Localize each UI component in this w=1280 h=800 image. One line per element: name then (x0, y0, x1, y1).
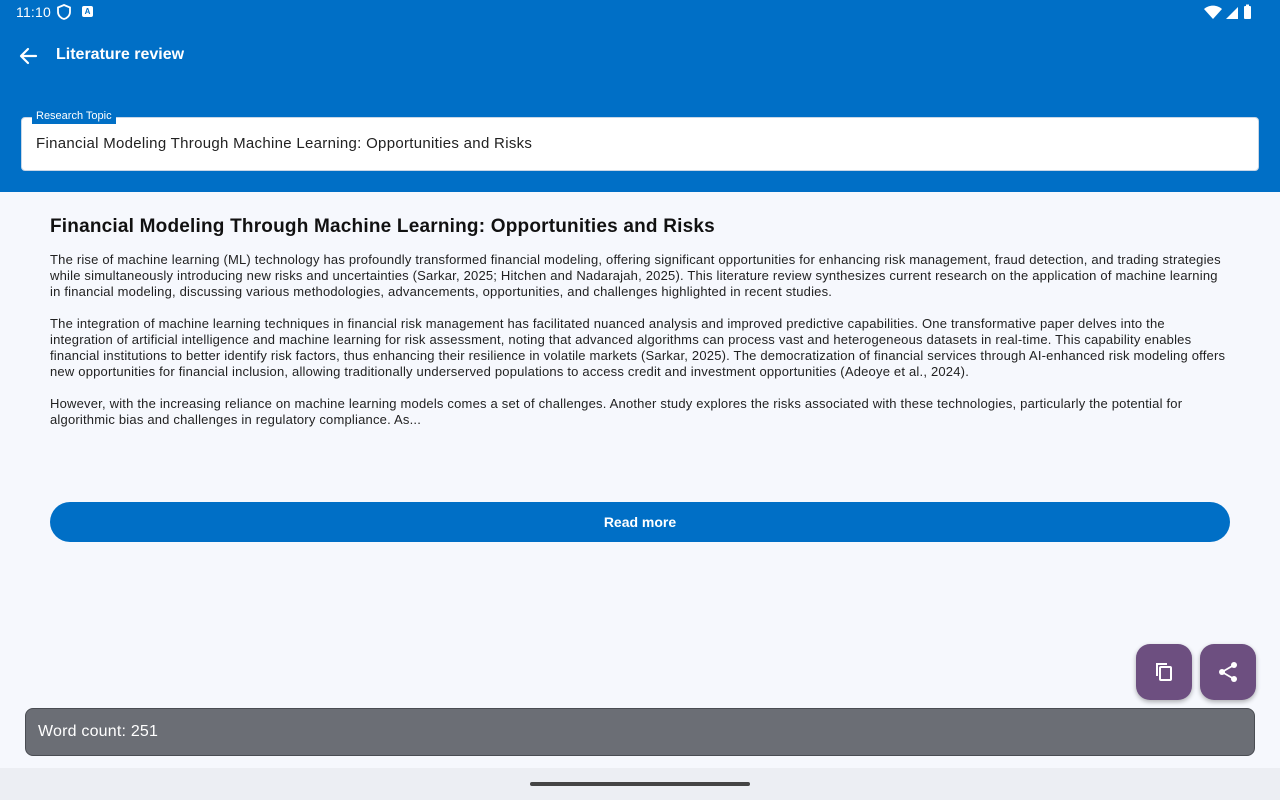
word-count-text: Word count: 251 (38, 723, 159, 740)
status-bar (0, 0, 1280, 24)
paragraph-3: However, with the increasing reliance on machine learning models comes a set of challenges. Another study explores the risks associated with these technologies, particularly the potential for algorithmic bias and challenges in regulatory compliance. As... (50, 396, 1183, 427)
paragraph-2: The integration of machine learning techniques in financial risk management has facilitated nuanced analysis and improved predictive capabilities. One transformative paper delves into the integration of artificial intelligence and machine learning for risk assessment, noting that advanced algorithms can process vast and heterogeneous datasets in real-time. This capability enables financial institutions to better identify risk factors, thus enhancing their resilience in volatile markets (Sarkar, 2025). The democratization of financial services through AI-enhanced risk modeling offers new opportunities for financial inclusion, allowing traditionally underserved populations to access credit and investment opportunities (Adeoye et al., 2024). (50, 316, 1226, 379)
share-icon (1216, 660, 1240, 684)
accessibility-notification-icon: A (82, 6, 93, 17)
word-count-snackbar (25, 708, 1255, 756)
paragraph-1: The rise of machine learning (ML) technology has profoundly transformed financial modeling, offering significant opportunities for enhancing risk management, fraud detection, and trading strategies while simultaneously introducing new risks and uncertainties (Sarkar, 2025; Hitchen and Nadarajah, 2025). This literature review synthesizes current research on the application of machine learning in financial modeling, discussing various methodologies, advancements, opportunities, and challenges highlighted in recent studies. (50, 252, 1221, 299)
arrow-back-icon (18, 46, 38, 66)
gesture-handle[interactable] (530, 782, 750, 786)
signal-icon (1226, 7, 1238, 19)
page-title: Literature review (56, 46, 185, 63)
status-time: 11:10 (16, 4, 51, 20)
copy-icon (1152, 660, 1176, 684)
shield-icon (56, 4, 72, 20)
battery-icon (1244, 5, 1251, 20)
read-more-button[interactable]: Read more (50, 502, 1230, 542)
wifi-icon (1204, 6, 1222, 19)
back-button[interactable] (12, 40, 44, 72)
system-status-icons (1204, 4, 1264, 20)
share-button[interactable] (1200, 644, 1256, 700)
research-topic-label: Research Topic (32, 109, 116, 124)
document-title: Financial Modeling Through Machine Learning: Opportunities and Risks (50, 216, 715, 237)
research-topic-value[interactable]: Financial Modeling Through Machine Learning: Opportunities and Risks (36, 135, 533, 152)
literature-review-content (50, 216, 1230, 444)
app-bar (0, 24, 1280, 88)
copy-button[interactable] (1136, 644, 1192, 700)
